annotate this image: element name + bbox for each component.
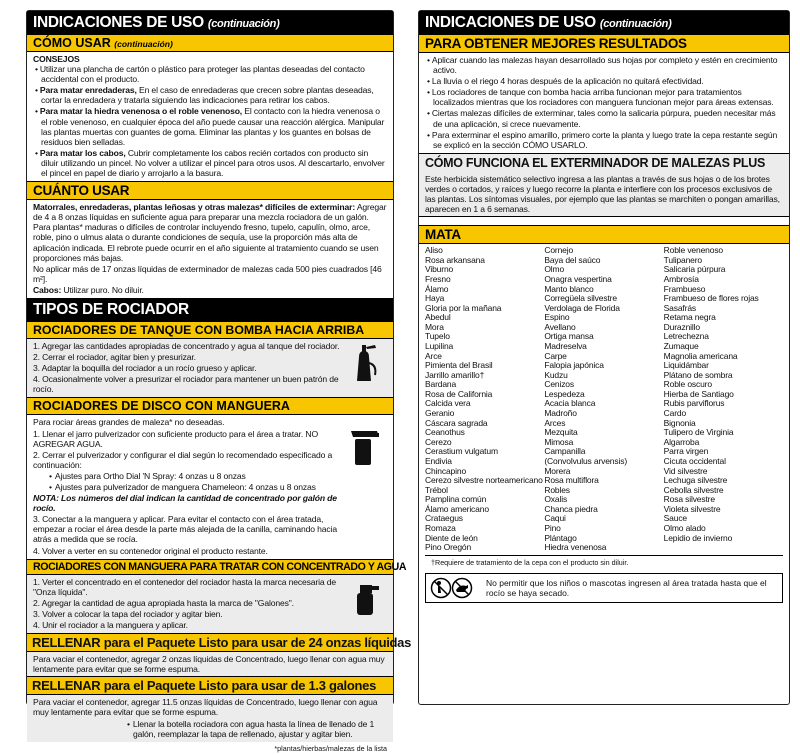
mata-plant-item: Pino bbox=[544, 522, 561, 533]
mata-plant-item: Morera bbox=[544, 465, 571, 476]
mata-plant-item: Campanilla bbox=[544, 446, 586, 457]
disco-header: ROCIADORES DE DISCO CON MANGUERA bbox=[27, 397, 393, 415]
mata-plant-item: Mimosa bbox=[544, 436, 574, 447]
mata-plant-item: Mezquita bbox=[544, 427, 578, 438]
resultado-item: • Los rociadores de tanque con bomba hacia arriba funcionan mejor para tratamientos localizados mientras que los rociadores con manguera funcionan mejor para áreas extensas. bbox=[425, 87, 783, 107]
mata-plant-item: Falopia japónica bbox=[544, 360, 604, 371]
mata-plant-item: Olmo alado bbox=[663, 522, 706, 533]
mata-plant-item: Arces bbox=[544, 417, 566, 428]
mata-plant-item: Ortiga mansa bbox=[544, 331, 594, 342]
rellenar-13-header: RELLENAR para el Paquete Listo para usar de 1.3 galones bbox=[27, 676, 393, 695]
mata-plant-item: Viburno bbox=[425, 264, 454, 275]
mata-plant-item: Arce bbox=[425, 350, 442, 361]
mata-plant-item: Onagra vespertina bbox=[544, 273, 612, 284]
mata-plant-item: Corregüela silvestre bbox=[544, 293, 617, 304]
rellenar-24-text: Para vaciar el contenedor, agregar 2 onzas líquidas de Concentrado, luego llenar con agua muy lentamente para evitar que se forme espuma. bbox=[27, 652, 393, 676]
cuanto-usar-header: CUÁNTO USAR bbox=[27, 181, 393, 200]
mata-plant-item: Cerezo bbox=[425, 436, 452, 447]
mata-plant-item: Roble venenoso bbox=[663, 245, 723, 256]
mata-plant-item: Cáscara sagrada bbox=[425, 417, 488, 428]
mata-plant-item: (Convolvulus arvensis) bbox=[544, 455, 628, 466]
mata-column-3 bbox=[664, 246, 783, 553]
mata-plant-item: Cenizos bbox=[544, 379, 574, 390]
mata-plant-item: Fresno bbox=[425, 273, 451, 284]
mata-plant-item: Duraznillo bbox=[663, 321, 700, 332]
mata-plant-item: Pamplina común bbox=[425, 494, 487, 505]
resultados-block bbox=[419, 53, 789, 153]
mata-plant-item: Tulipero de Virginia bbox=[663, 427, 734, 438]
mata-plant-item: Plátano de sombra bbox=[663, 369, 733, 380]
mata-plant-item: Magnolia americana bbox=[663, 350, 738, 361]
mata-plant-item: Crataegus bbox=[425, 513, 463, 524]
mata-plant-item: Rubis parviflorus bbox=[663, 398, 725, 409]
mata-plant-item: Hiedra venenosa bbox=[544, 542, 607, 553]
mata-plant-item: Lepidio de invierno bbox=[663, 532, 733, 543]
consejo-item: • Utilizar una plancha de cartón o plástico para proteger las plantas deseadas del contacto accidental con el producto. bbox=[33, 64, 387, 84]
mata-plant-item: Hierba de Santiago bbox=[663, 388, 734, 399]
mata-plant-item: Cerezo silvestre norteamericano bbox=[425, 475, 543, 486]
tanque-step: 1. Agregar las cantidades apropiadas de concentrado y agua al tanque del rociador. bbox=[33, 340, 340, 351]
mata-plant-item: Liquidámbar bbox=[663, 360, 709, 371]
mata-plant-item: Geranio bbox=[425, 408, 455, 419]
left-footnote: *plantas/hierbas/malezas de la lista bbox=[274, 743, 387, 753]
rellenar-13-block: Para vaciar el contenedor, agregar 11.5 onzas líquidas de Concentrado, luego llenar con agua muy lentamente para evitar que se forme espuma. • Llenar la botella rociadora con agua hasta la línea de llenado de 1 galón, reemplazar la tapa de rellenado, ajustar y agitar bien. bbox=[27, 695, 393, 741]
mata-plant-item: Jarrillo amarillo† bbox=[425, 369, 485, 380]
mata-header: MATA bbox=[419, 225, 789, 244]
hose-end-sprayer-icon bbox=[351, 581, 381, 617]
mata-plant-item: Zumaque bbox=[663, 341, 699, 351]
mata-plant-item: Sasafrás bbox=[663, 302, 696, 313]
mata-plant-item: Calcida vera bbox=[425, 398, 471, 409]
mata-plant-item: Bardana bbox=[425, 379, 457, 390]
mata-plant-item: Cardo bbox=[663, 408, 687, 419]
resultado-item: • Aplicar cuando las malezas hayan desarrollado sus hojas por completo y estén en crecimiento activo. bbox=[425, 55, 783, 75]
resultado-item: • Ciertas malezas difíciles de exterminar, tales como la salicaria púrpura, pueden necesitar más de una aplicación, si crece nuevamente. bbox=[425, 108, 783, 128]
mata-plant-item: Madreselva bbox=[544, 341, 587, 351]
mata-plant-item: Pimienta del Brasil bbox=[425, 360, 493, 371]
mata-plant-item: Cerastium vulgatum bbox=[425, 446, 498, 457]
resultado-item: • Para exterminar el espino amarillo, primero corte la planta y luego trate la cepa restante según se explicó en la sección CÓMO USARLO. bbox=[425, 130, 783, 150]
mata-plant-item: Endivia bbox=[425, 455, 452, 466]
mata-column-1 bbox=[425, 246, 544, 553]
consejo-item: • Para matar los cabos, Cubrir completamente los cabos recién cortados con producto sin diluir utilizando un pincel. No volver a utilizar el pincel para otros usos. Al descartarlo, envolver el pincel en papel de diario y arrojarlo a la basura. bbox=[33, 148, 387, 178]
consejos-label: CONSEJOS bbox=[33, 54, 80, 64]
funciona-text: Este herbicida sistemático selectivo ingresa a las plantas a través de sus hojas o de los brotes verdes o cortados, y raíces y luego recorre la planta e interfiere con los procesos exclusivos de las plantas. Los síntomas visuales, por ejemplo que las plantas se marchiten o pongan amarillas, aparecen en 1 a 6 semanas. bbox=[425, 173, 780, 215]
mata-plant-item: Letrechezna bbox=[663, 331, 709, 342]
tanque-step: 3. Adaptar la boquilla del rociador a un rocío grueso y aplicar. bbox=[33, 363, 257, 374]
mata-plant-item: Salicaria púrpura bbox=[663, 264, 726, 275]
consejos-block bbox=[27, 52, 393, 181]
mata-plant-item: Lupilina bbox=[425, 341, 454, 351]
tank-sprayer-icon bbox=[349, 343, 379, 383]
mata-plant-item: Tulipanero bbox=[663, 254, 703, 265]
right-title: INDICACIONES DE USO (continuación) bbox=[419, 11, 789, 34]
mata-plant-item: Cebolla silvestre bbox=[663, 484, 724, 495]
mata-list bbox=[419, 244, 789, 555]
tanque-step: 4. Ocasionalmente volver a presurizar el rociador para mantener un buen patrón de rocío. bbox=[33, 374, 339, 395]
mata-plant-item: Cornejo bbox=[544, 245, 574, 256]
mata-plant-item: Plántago bbox=[544, 532, 577, 543]
mata-plant-item: Algarroba bbox=[663, 436, 700, 447]
funciona-header: CÓMO FUNCIONA EL EXTERMINADOR DE MALEZAS PLUS bbox=[425, 155, 765, 170]
mata-plant-item: Pino Oregón bbox=[425, 542, 472, 553]
right-page bbox=[418, 10, 790, 705]
mata-plant-item: Sauce bbox=[663, 513, 688, 524]
tanque-section bbox=[27, 321, 393, 397]
mata-plant-item: Romaza bbox=[425, 522, 456, 533]
tanque-step: 2. Cerrar el rociador, agitar bien y presurizar. bbox=[33, 352, 196, 363]
mata-plant-item: Chincapino bbox=[425, 465, 467, 476]
mata-plant-item: Espino bbox=[544, 312, 570, 323]
mata-plant-item: Diente de león bbox=[425, 532, 478, 543]
mata-column-2 bbox=[544, 246, 663, 553]
mata-plant-item: Cicuta occidental bbox=[663, 455, 726, 466]
mata-plant-item: Ambrosía bbox=[663, 273, 699, 284]
resultado-item: • La lluvia o el riego 4 horas después de la aplicación no quitará efectividad. bbox=[425, 76, 783, 86]
mata-plant-item: Vid silvestre bbox=[663, 465, 708, 476]
disco-section: ROCIADORES DE DISCO CON MANGUERA Para rociar áreas grandes de maleza* no deseadas. 1. Llenar el jarro pulverizador con suficiente producto para el área a tratar. NO AGREGAR AGUA. 2. Cerrar el pulverizador y configurar el dial según lo recomendado especificado a continuación: • Ajustes para Ortho Dial 'N Spray: 4 onzas u 8 onzas • Ajustes para pulverizador de manguera Chameleon: 4 onzas u 8 onzas NOTA: Los números del dial indican la cantidad de concentrado por galón de rocío. 3. Conectar a la manguera y aplicar. Para evitar el contacto con el área tratada, empezar a rociar el área desde la parte más alejada de la canilla, caminando hacia atrás a medida que se rocía. 4. Volver a verter en su contenedor original el producto restante. bbox=[27, 397, 393, 558]
consejo-item: • Para matar la hiedra venenosa o el roble venenoso, El contacto con la hiedra venenosa o el roble venenoso, en cualquier época del año puede causar una reacción alérgica. Manipular las plantas muertas con guantes de goma. Eliminar las plantas y los guantes en bolsas de residuos bien selladas. bbox=[33, 106, 387, 146]
mata-plant-item: Oxalis bbox=[544, 494, 568, 505]
mata-plant-item: Frambueso bbox=[663, 283, 706, 294]
mata-plant-item: Abedul bbox=[425, 312, 451, 323]
mata-plant-item: Lechuga silvestre bbox=[663, 475, 728, 486]
mata-plant-item: Carpe bbox=[544, 350, 567, 361]
consejo-item: • Para matar enredaderas, En el caso de enredaderas que crecen sobre plantas deseadas, cortar la enredadera y tratarla siguiendo las indicaciones para retirar los cabos. bbox=[33, 85, 387, 105]
mata-plant-item: Rosa multiflora bbox=[544, 475, 599, 486]
rellenar-24-header: RELLENAR para el Paquete Listo para usar de 24 onzas líquidas bbox=[27, 633, 393, 652]
mata-footnote: †Requiere de tratamiento de la cepa con el producto sin diluir. bbox=[425, 555, 783, 569]
tanque-header: ROCIADORES DE TANQUE CON BOMBA HACIA ARRIBA bbox=[27, 321, 393, 339]
tipos-rociador-title: TIPOS DE ROCIADOR bbox=[27, 298, 393, 321]
como-usar-header: CÓMO USAR (continuación) bbox=[27, 34, 393, 52]
mata-plant-item: Robles bbox=[544, 484, 570, 495]
mata-plant-item: Mora bbox=[425, 321, 444, 332]
left-title: INDICACIONES DE USO (continuación) bbox=[27, 11, 393, 34]
no-pets-children-icon bbox=[430, 577, 478, 599]
mata-plant-item: Rosa arkansana bbox=[425, 254, 485, 265]
mata-plant-item: Álamo bbox=[425, 283, 449, 294]
mata-plant-item: Avellano bbox=[544, 321, 576, 332]
warning-text: No permitir que los niños o mascotas ingresen al área tratada hasta que el rocío se haya secado. bbox=[486, 577, 767, 598]
mata-plant-item: Parra virgen bbox=[663, 446, 709, 457]
mata-plant-item: Retama negra bbox=[663, 312, 716, 323]
mata-plant-item: Roble oscuro bbox=[663, 379, 712, 390]
funciona-section bbox=[419, 153, 789, 217]
mata-plant-item: Tupelo bbox=[425, 331, 450, 342]
mata-plant-item: Violeta silvestre bbox=[663, 503, 721, 514]
left-page bbox=[26, 10, 412, 753]
mata-plant-item: Ceanothus bbox=[425, 427, 465, 438]
mata-plant-item: Rosa de California bbox=[425, 388, 493, 399]
mata-plant-item: Gloria por la mañana bbox=[425, 302, 502, 313]
mata-plant-item: Frambueso de flores rojas bbox=[663, 293, 759, 304]
mata-plant-item: Álamo americano bbox=[425, 503, 489, 514]
mata-plant-item: Olmo bbox=[544, 264, 565, 275]
cuanto-usar-block: Matorrales, enredaderas, plantas leñosas y otras malezas* difíciles de exterminar: Agregar de 4 a 8 onzas líquidas en suficiente agua para preparar una mezcla rociadora de un galón. Para plantas* maduras o difíciles de controlar incluyendo fresno, tupelo, capulín, olmo, arce, roble, pino o ulmus alata o durante condiciones de sequía, use la proporción más alta de aplicación indicada. El rebrote puede ocurrir en el año siguiente al tratamiento cuando se usen proporciones más bajas. No aplicar más de 17 onzas líquidas de exterminador de malezas cada 500 pies cuadrados [46 m²]. Cabos: Utilizar puro. No diluir. bbox=[33, 202, 387, 295]
mata-plant-item: Caqui bbox=[544, 513, 566, 524]
mata-plant-item: Haya bbox=[425, 293, 445, 304]
mata-plant-item: Kudzu bbox=[544, 369, 568, 380]
mata-plant-item: Manto blanco bbox=[544, 283, 594, 294]
mata-plant-item: Trébol bbox=[425, 484, 448, 495]
concentrado-section: ROCIADORES CON MANGUERA PARA TRATAR CON CONCENTRADO Y AGUA 1. Verter el concentrado en el contenedor del rociador hasta la marca necesaria de "Onza líquida". 2. Agregar la cantidad de agua apropiada hasta la marca de "Galones". 3. Volver a colocar la tapa del rociador y agitar bien. 4. Unir el rociador a la manguera y aplicar. bbox=[27, 559, 393, 633]
resultados-header: PARA OBTENER MEJORES RESULTADOS bbox=[419, 34, 789, 53]
mata-plant-item: Chanca piedra bbox=[544, 503, 598, 514]
mata-plant-item: Lespedeza bbox=[544, 388, 585, 399]
mata-plant-item: Verdolaga de Florida bbox=[544, 302, 620, 313]
mata-plant-item: Aliso bbox=[425, 245, 443, 256]
mata-plant-item: Bignonia bbox=[663, 417, 696, 428]
dial-sprayer-icon bbox=[349, 423, 381, 467]
mata-plant-item: Madroño bbox=[544, 408, 577, 419]
mata-plant-item: Acacia blanca bbox=[544, 398, 596, 409]
concentrado-header: ROCIADORES CON MANGUERA PARA TRATAR CON CONCENTRADO Y AGUA bbox=[27, 559, 393, 575]
warning-box bbox=[425, 573, 783, 603]
mata-plant-item: Rosa silvestre bbox=[663, 494, 715, 505]
mata-plant-item: Baya del saúco bbox=[544, 254, 601, 265]
